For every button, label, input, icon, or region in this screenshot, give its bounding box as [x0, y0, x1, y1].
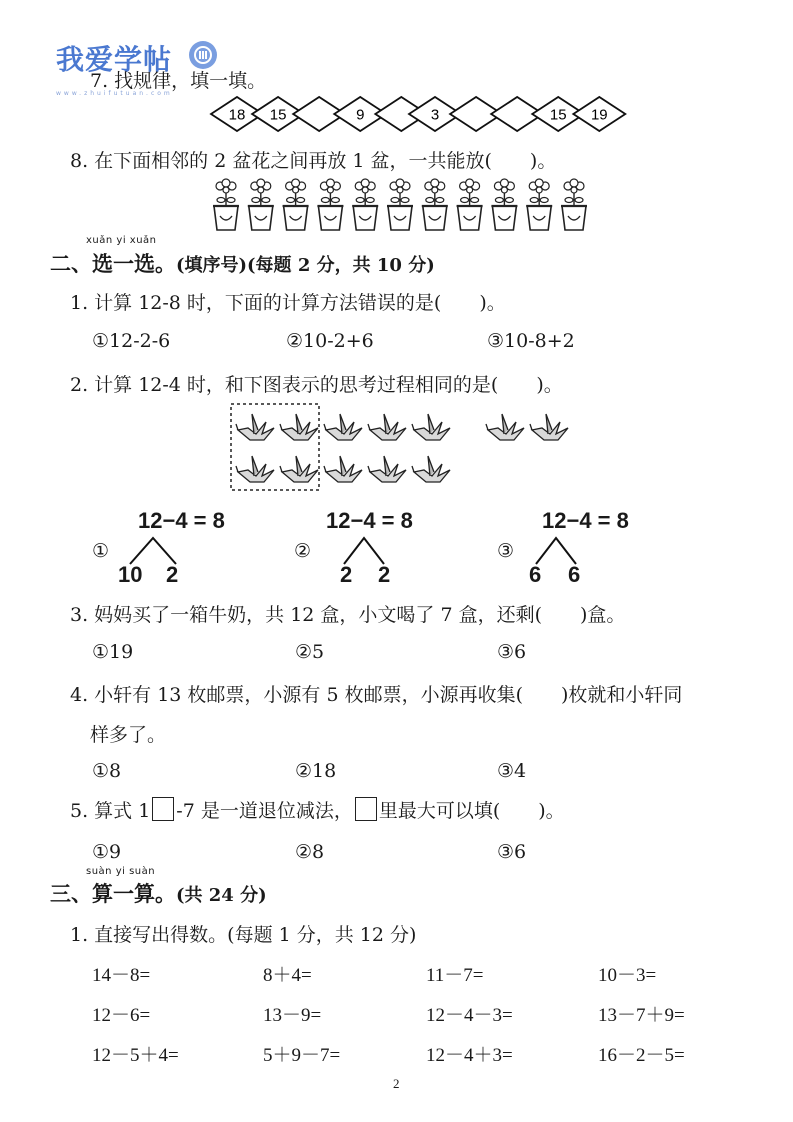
flower-pot-icon	[248, 179, 274, 230]
paper-crane-icon	[280, 456, 318, 482]
s2q3-option-1: ①19	[92, 641, 134, 663]
watermark-logo-text: 我爱学帖	[56, 43, 173, 76]
paper-crane-icon	[368, 414, 406, 440]
s2q5-option-3: ③6	[497, 841, 527, 863]
section-3-question-1: 1. 直接写出得数。(每题 1 分，共 12 分)	[70, 924, 417, 946]
left-value-4: 9	[356, 106, 365, 124]
flower-pot-icon	[526, 179, 552, 230]
section-2-title: 二、选一选。	[50, 251, 176, 276]
q5-text-post: 里最大可以填( )。	[378, 800, 565, 822]
tree-3-right: 6	[568, 562, 581, 587]
calc-r1-c4: 10－3=	[598, 965, 657, 986]
paper-crane-icon	[368, 456, 406, 482]
q5-blank-box-2[interactable]	[355, 797, 377, 821]
calc-r2-c2: 13－9=	[263, 1005, 322, 1026]
right-diamond-5	[573, 97, 625, 131]
calc-r1-c1: 14－8=	[92, 965, 151, 986]
flower-pot-icon	[352, 179, 378, 230]
s2q3-option-2: ②5	[295, 641, 325, 663]
section-2-question-4-line-2: 样多了。	[90, 724, 167, 746]
calc-r1-c2: 8＋4=	[263, 965, 312, 986]
tree-2-left: 2	[340, 562, 353, 587]
paper-crane-icon	[236, 456, 274, 482]
flower-pot-icon	[213, 179, 239, 230]
q5-text-pre: 5. 算式 1	[70, 800, 151, 822]
section-2-heading	[50, 248, 435, 278]
flower-pot-icon	[561, 179, 587, 230]
tree-1-right: 2	[166, 562, 179, 587]
s2q1-option-1: ①12-2-6	[92, 330, 171, 352]
calc-r3-c1: 12－5＋4=	[92, 1045, 179, 1066]
tree-3-marker: ③	[497, 540, 515, 562]
paper-crane-icon	[280, 414, 318, 440]
diamond-sequences	[210, 96, 608, 132]
s2q4-option-3: ③4	[497, 760, 527, 782]
flower-pot-icon	[283, 179, 309, 230]
paper-crane-icon	[324, 414, 362, 440]
paper-cranes-figure	[228, 402, 573, 494]
flower-pot-icon	[491, 179, 517, 230]
section-2-question-3: 3. 妈妈买了一箱牛奶，共 12 盒，小文喝了 7 盒，还剩( )盒。	[70, 604, 626, 626]
tree-1-equation: 12−4 = 8	[138, 508, 225, 533]
flower-pot-icon	[317, 179, 343, 230]
question-8-text: 8. 在下面相邻的 2 盆花之间再放 1 盆，一共能放( )。	[70, 150, 557, 172]
tree-2-marker: ②	[294, 540, 312, 562]
s2q4-option-2: ②18	[295, 760, 337, 782]
s2q5-option-1: ①9	[92, 841, 122, 863]
q5-text-mid: -7 是一道退位减法，	[176, 800, 353, 822]
right-value-5: 19	[590, 106, 608, 124]
calc-r1-c3: 11－7=	[426, 965, 484, 986]
left-value-2: 15	[269, 106, 287, 124]
calc-r3-c3: 12－4＋3=	[426, 1045, 513, 1066]
s2q4-option-1: ①8	[92, 760, 122, 782]
calc-r3-c2: 5＋9－7=	[263, 1045, 341, 1066]
tree-3-equation: 12−4 = 8	[542, 508, 629, 533]
question-7-text: 7. 找规律，填一填。	[90, 70, 267, 92]
tree-1-left: 10	[118, 562, 143, 587]
right-value-4: 15	[549, 106, 567, 124]
tree-1-marker: ①	[92, 540, 110, 562]
calc-r2-c4: 13－7＋9=	[598, 1005, 685, 1026]
flower-pot-icon	[422, 179, 448, 230]
calc-r2-c3: 12－4－3=	[426, 1005, 513, 1026]
left-value-1: 18	[228, 106, 246, 124]
q5-blank-box-1[interactable]	[152, 797, 174, 821]
paper-crane-icon	[236, 414, 274, 440]
section-2-pinyin: xuǎn yi xuǎn	[86, 235, 157, 246]
watermark-url: www.zhuifutuan.com	[56, 90, 173, 97]
s2q3-option-3: ③6	[497, 641, 527, 663]
s2q1-option-2: ②10-2+6	[286, 330, 374, 352]
section-2-question-5	[70, 796, 565, 823]
section-2-question-2: 2. 计算 12-4 时，和下图表示的思考过程相同的是( )。	[70, 374, 563, 396]
paper-crane-icon	[412, 414, 450, 440]
section-2-question-4-line-1: 4. 小轩有 13 枚邮票，小源有 5 枚邮票，小源再收集( )枚就和小轩同	[70, 684, 683, 706]
paper-crane-icon	[486, 414, 524, 440]
watermark-badge-icon	[189, 41, 217, 69]
flower-pot-icon	[457, 179, 483, 230]
tree-2-right: 2	[378, 562, 391, 587]
paper-crane-icon	[412, 456, 450, 482]
right-value-1: 3	[430, 106, 440, 124]
calc-r3-c4: 16－2－5=	[598, 1045, 685, 1066]
flower-pots-row	[206, 178, 591, 232]
flower-pot-icon	[387, 179, 413, 230]
right-diamond-sequence	[409, 97, 625, 131]
tree-3-left: 6	[529, 562, 542, 587]
section-3-heading	[50, 878, 267, 908]
section-2-question-1: 1. 计算 12-8 时，下面的计算方法错误的是( )。	[70, 292, 506, 314]
s2q1-option-3: ③10-8+2	[487, 330, 575, 352]
tree-2-equation: 12−4 = 8	[326, 508, 413, 533]
s2q5-option-2: ②8	[295, 841, 325, 863]
paper-crane-icon	[530, 414, 568, 440]
section-3-title: 三、算一算。	[50, 881, 176, 906]
page-number: 2	[393, 1076, 400, 1091]
paper-crane-icon	[324, 456, 362, 482]
left-diamond-sequence	[211, 97, 427, 131]
section-3-pinyin: suàn yi suàn	[86, 866, 156, 877]
section-3-subtitle: (共 24 分)	[176, 885, 267, 906]
section-2-subtitle: (填序号)(每题 2 分，共 10 分)	[176, 255, 435, 276]
calc-r2-c1: 12－6=	[92, 1005, 151, 1026]
